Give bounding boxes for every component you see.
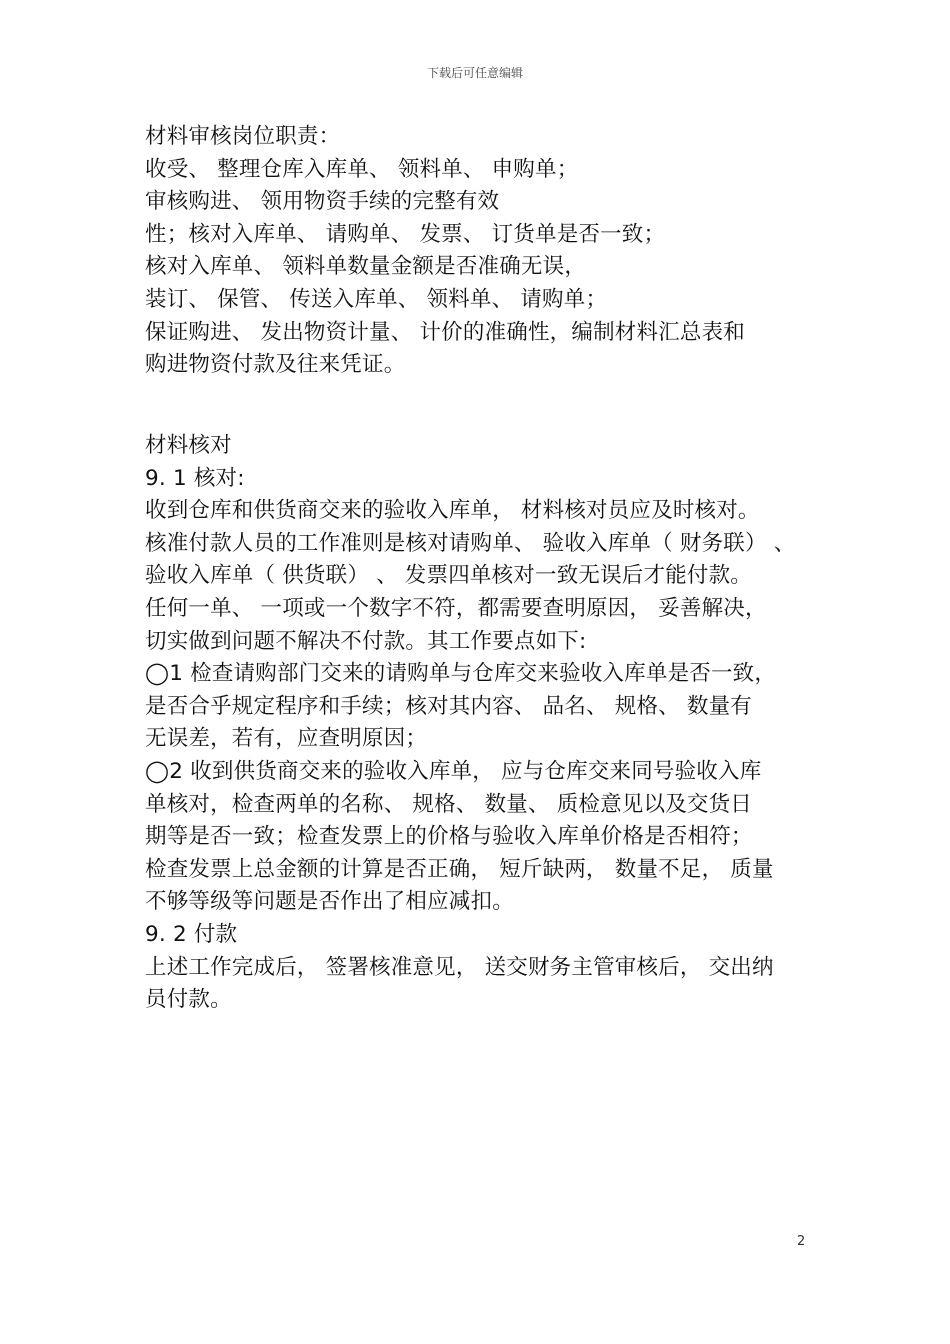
paragraph-line: 验收入库单（ 供货联） 、 发票四单核对一致无误后才能付款。 (145, 563, 753, 589)
paragraph-line: 检查发票上总金额的计算是否正确， 短斤缺两， 数量不足， 质量 (145, 856, 774, 882)
paragraph-line: 审核购进、 领用物资手续的完整有效 (145, 189, 500, 215)
paragraph-line: 性；核对入库单、 请购单、 发票、 订货单是否一致； (145, 221, 666, 247)
page-number: 2 (797, 1234, 806, 1249)
section-material-check (145, 430, 825, 1017)
section-material-review-duties (145, 121, 825, 382)
list-item-line: ◯2 收到供货商交来的验收入库单， 应与仓库交来同号验收入库 (145, 758, 762, 784)
paragraph-line: 上述工作完成后， 签署核准意见， 送交财务主管审核后， 交出纳 (145, 954, 774, 980)
paragraph-line: 保证购进、 发出物资计量、 计价的准确性，编制材料汇总表和 (145, 319, 745, 345)
paragraph-line: 购进物资付款及往来凭证。 (145, 352, 406, 378)
subsection-heading: 9. 1 核对: (145, 465, 245, 491)
subsection-heading: 9. 2 付款 (145, 921, 238, 947)
paragraph-line: 单核对，检查两单的名称、 规格、 数量、 质检意见以及交货日 (145, 791, 753, 817)
duties-title: 材料审核岗位职责： (145, 124, 341, 149)
list-item-line: ◯1 检查请购部门交来的请购单与仓库交来验收入库单是否一致， (145, 661, 777, 687)
paragraph-line: 无误差，若有，应查明原因； (145, 726, 428, 752)
paragraph-line: 员付款。 (145, 987, 232, 1013)
paragraph-line: 核准付款人员的工作准则是核对请购单、 验收入库单（ 财务联） 、 (145, 530, 796, 556)
paragraph-line: 切实做到问题不解决不付款。其工作要点如下: (145, 628, 587, 654)
paragraph-line: 收受、 整理仓库入库单、 领料单、 申购单； (145, 156, 579, 182)
header-note: 下载后可任意编辑 (426, 66, 523, 80)
paragraph-line: 装订、 保管、 传送入库单、 领料单、 请购单； (145, 286, 608, 312)
paragraph-line: 不够等级等问题是否作出了相应减扣。 (145, 889, 514, 915)
paragraph-line: 是否合乎规定程序和手续；核对其内容、 品名、 规格、 数量有 (145, 693, 753, 719)
paragraph-line: 核对入库单、 领料单数量金额是否准确无误， (145, 254, 587, 280)
paragraph-line: 任何一单、 一项或一个数字不符，都需要查明原因， 妥善解决， (145, 595, 767, 621)
paragraph-line: 收到仓库和供货商交来的验收入库单， 材料核对员应及时核对。 (145, 498, 760, 524)
paragraph-line: 期等是否一致；检查发票上的价格与验收入库单价格是否相符； (145, 824, 753, 850)
section-heading: 材料核对 (145, 433, 232, 458)
